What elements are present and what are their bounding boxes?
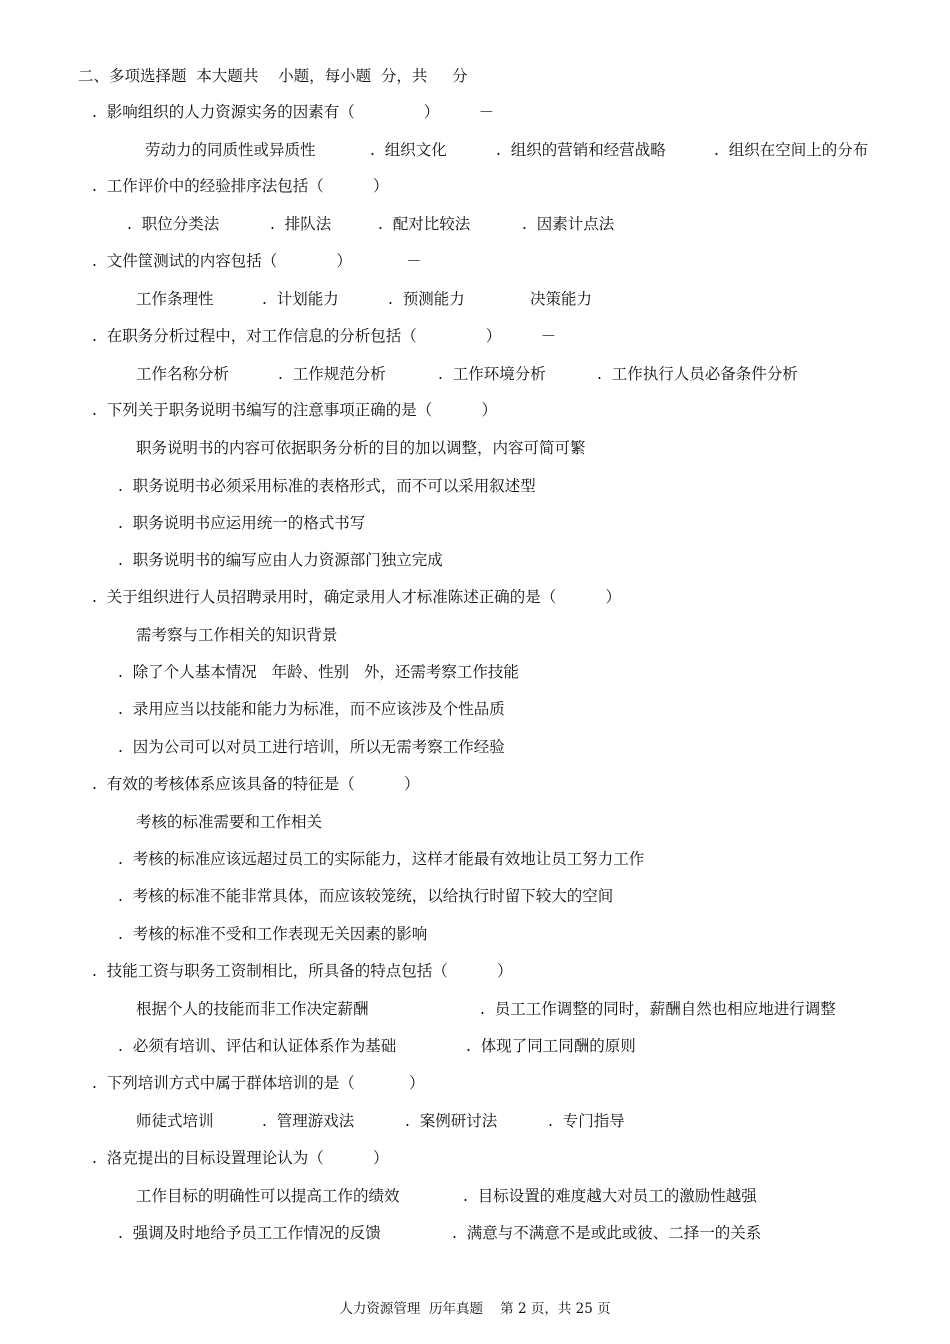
- option: 工作名称分析: [136, 365, 230, 383]
- option: . 排队法: [270, 215, 332, 233]
- option: . 组织的营销和经营战略: [496, 141, 666, 159]
- question-stem: . 有效的考核体系应该具备的特征是（ ）: [92, 775, 420, 793]
- option: . 专门指导: [548, 1112, 625, 1130]
- option: . 职务说明书的编写应由人力资源部门独立完成: [118, 551, 443, 569]
- option: . 职务说明书必须采用标准的表格形式，而不可以采用叙述型: [118, 477, 536, 495]
- section-heading: 二、多项选择题 本大题共 小题，每小题 分，共 分: [78, 67, 468, 85]
- option: . 考核的标准不受和工作表现无关因素的影响: [118, 925, 428, 943]
- option: . 满意与不满意不是或此或彼、二择一的关系: [452, 1224, 762, 1242]
- option: . 组织文化: [370, 141, 447, 159]
- question-stem: . 关于组织进行人员招聘录用时，确定录用人才标准陈述正确的是（ ）: [92, 588, 622, 606]
- question-stem: . 在职务分析过程中，对工作信息的分析包括（ ） －: [92, 327, 557, 345]
- option: . 体现了同工同酬的原则: [466, 1037, 636, 1055]
- option: . 计划能力: [262, 290, 339, 308]
- option: . 配对比较法: [378, 215, 471, 233]
- option: . 职位分类法: [127, 215, 220, 233]
- option: . 预测能力: [388, 290, 465, 308]
- option: . 考核的标准不能非常具体，而应该较笼统，以给执行时留下较大的空间: [118, 887, 614, 905]
- option: 考核的标准需要和工作相关: [136, 813, 323, 831]
- option: . 因素计点法: [522, 215, 615, 233]
- option: 职务说明书的内容可依据职务分析的目的加以调整，内容可简可繁: [136, 439, 586, 457]
- option: . 组织在空间上的分布: [714, 141, 869, 159]
- question-stem: . 下列培训方式中属于群体培训的是（ ）: [92, 1074, 425, 1092]
- option: . 目标设置的难度越大对员工的激励性越强: [463, 1187, 757, 1205]
- option: . 因为公司可以对员工进行培训，所以无需考察工作经验: [118, 738, 505, 756]
- option: . 工作规范分析: [278, 365, 386, 383]
- option: 师徒式培训: [136, 1112, 214, 1130]
- question-stem: . 技能工资与职务工资制相比，所具备的特点包括（ ）: [92, 962, 513, 980]
- question-stem: . 文件筐测试的内容包括（ ） －: [92, 252, 422, 270]
- option: 工作条理性: [136, 290, 214, 308]
- question-stem: . 洛克提出的目标设置理论认为（ ）: [92, 1149, 389, 1167]
- option: . 必须有培训、评估和认证体系作为基础: [118, 1037, 397, 1055]
- option: . 职务说明书应运用统一的格式书写: [118, 514, 366, 532]
- option: . 录用应当以技能和能力为标准，而不应该涉及个性品质: [118, 700, 505, 718]
- option: 决策能力: [530, 290, 593, 308]
- option: . 考核的标准应该远超过员工的实际能力，这样才能最有效地让员工努力工作: [118, 850, 645, 868]
- option: . 除了个人基本情况 年龄、性别 外，还需考察工作技能: [118, 663, 519, 681]
- option: . 工作环境分析: [438, 365, 546, 383]
- option: . 案例研讨法: [405, 1112, 498, 1130]
- option: . 管理游戏法: [262, 1112, 355, 1130]
- page-footer: 人力资源管理 历年真题 第 2 页，共 25 页: [339, 1301, 611, 1317]
- option: 劳动力的同质性或异质性: [145, 141, 316, 159]
- option: . 工作执行人员必备条件分析: [597, 365, 798, 383]
- question-stem: . 影响组织的人力资源实务的因素有（ ） －: [92, 103, 495, 121]
- option: . 员工工作调整的同时，薪酬自然也相应地进行调整: [480, 1000, 836, 1018]
- question-stem: . 下列关于职务说明书编写的注意事项正确的是（ ）: [92, 401, 498, 419]
- option: 工作目标的明确性可以提高工作的绩效: [136, 1187, 400, 1205]
- option: . 强调及时地给予员工工作情况的反馈: [118, 1224, 381, 1242]
- question-stem: . 工作评价中的经验排序法包括（ ）: [92, 177, 389, 195]
- option: 需考察与工作相关的知识背景: [136, 626, 338, 644]
- option: 根据个人的技能而非工作决定薪酬: [136, 1000, 369, 1018]
